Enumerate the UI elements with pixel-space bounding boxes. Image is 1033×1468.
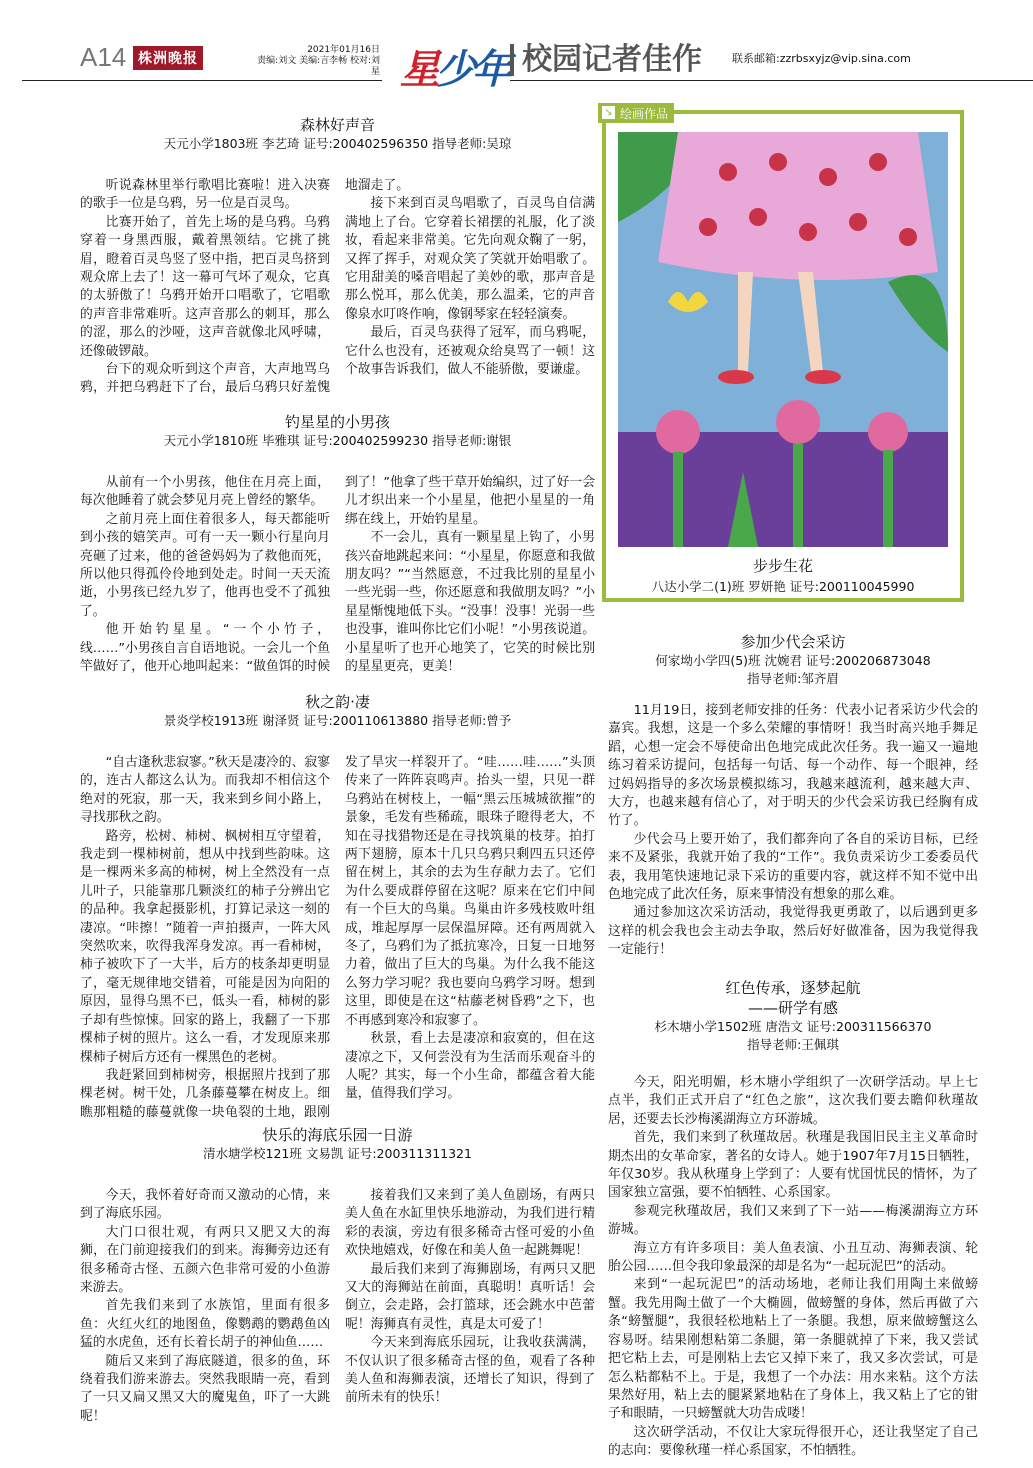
paragraph: 11月19日，接到老师安排的任务：代表小记者采访少代会的嘉宾。我想，这是一个多么荣耀的事情呀！我当时高兴地手舞足蹈，心想一定会不辱使命出色地完成此次任务。我一遍又一遍地练习着采访提问，包括每一句话、每一个动作、每一个眼神，经过妈妈指导的多次场景模拟练习，我越来越流利，越来越大声、大方，也越来越有信心了，对于明天的少代会采访我已经胸有成竹了。	[608, 703, 978, 829]
article-ocean-park	[80, 1125, 595, 1447]
issue-date: 2021年01月16日	[307, 45, 380, 55]
paragraph: 海立方有许多项目：美人鱼表演、小丑互动、海狮表演、轮胎公园……但令我印象最深的却是名为“一起玩泥巴”的活动。	[608, 1240, 978, 1275]
arrow-icon: ↘	[602, 106, 615, 119]
paragraph: 之前月亮上面住着很多人，每天都能听到小孩的嬉笑声。可有一天一颗小行星向月亮砸了过来，他的爸爸妈妈为了救他而死，所以他只得孤伶伶地到处走。时间一天天流逝，小男孩已经九岁了，他再也受不了孤独了。	[80, 511, 330, 619]
article-body	[80, 1187, 595, 1447]
painting-image	[618, 132, 948, 547]
paragraph: 接下来到百灵鸟唱歌了，百灵鸟自信满满地上了台。它穿着长裙摆的礼服，化了淡妆，看起来非常美。它先向观众鞠了一躬，又挥了挥手，对观众笑了笑就开始唱歌了。它用甜美的嗓音唱起了美妙的歌，那声音是那么悦耳，那么优美，那么温柔，它的声音像泉水叮咚作响，像钢琴家在轻轻演奏。	[345, 196, 595, 322]
article-body	[608, 702, 978, 960]
painting-frame	[602, 110, 964, 602]
paragraph: 今天来到海底乐园玩，让我收获满满，不仅认识了很多稀奇古怪的鱼，观看了各种美人鱼和海狮表演，还增长了知识，得到了前所未有的快乐！	[345, 1335, 595, 1406]
paragraph: 首先，我们来到了秋瑾故居。秋瑾是我国旧民主主义革命时期杰出的女革命家，著名的女诗人。她于1907年7月15日牺牲，年仅30岁。我从秋瑾身上学到了：人要有忧国忧民的情怀，为了国家独立富强，要不怕牺牲、心系国家。	[608, 1130, 978, 1201]
article-title: 钓星星的小男孩	[284, 413, 390, 431]
article-youth-congress	[608, 632, 978, 960]
paragraph: 今天，阳光明媚，杉木塘小学组织了一次研学活动。早上七点半，我们正式开启了“红色之旅”，这次我们要去瞻仰秋瑾故居，还要去长沙梅溪湖海立方环游城。	[608, 1075, 978, 1127]
article-title: 参加少代会采访	[740, 633, 846, 651]
article-teacher: 指导老师:王佩琪	[747, 1037, 839, 1052]
article-byline: 清水塘学校121班 文易凯 证号:200311311321	[203, 1146, 472, 1161]
painting-tag: ↘ 绘画作品	[598, 103, 674, 123]
page-number: A14	[80, 42, 127, 72]
article-forest-voice	[80, 115, 595, 409]
paragraph: 台下的观众听到这个声音，大声地骂乌鸦，并把乌鸦赶下了台，最后乌鸦只好羞愧地溜走了。	[80, 178, 409, 396]
paragraph: 通过参加这次采访活动，我觉得我更勇敢了，以后遇到更多这样的机会我也会主动去争取，然后好好做准备，因为我觉得我一定能行！	[608, 905, 978, 958]
paragraph: 最后我们来到了海狮剧场，有两只又肥又大的海狮站在前面，真聪明！真听话！会倒立，会走路，会打篮球，还会跳水中芭蕾呢！海狮真有灵性，真是太可爱了！	[345, 1261, 595, 1332]
staff-credits: 责编:刘文 美编:言李畅 校对:刘星	[257, 56, 380, 77]
paragraph: 路旁，松树、柿树、枫树相互守望着，我走到一棵柿树前，想从中找到些韵味。这是一棵两米多高的柿树，树上全然没有一点儿叶子，只能靠那几颗淡红的柿子分辨出它的品种。我拿起摄影机，打算记录这一刻的凄凉。“咔擦！”随着一声拍摄声，一阵大风突然吹来，吹得我浑身发凉。再一看柿树，柿子被吹下了一大半，后方的枝条却更明显了，毫无规律地交错着，可能是因为向阳的原因，显得乌黑不已，低头一看，柿树的影子却有些惊悚。回家的路上，我翻了一下那棵柿子树的照片。这么一看，才发现原来那棵柿子树后方还有一棵黑色的老树。	[80, 828, 330, 1065]
paragraph: 参观完秋瑾故居，我们又来到了下一站——梅溪湖海立方环游城。	[608, 1203, 978, 1238]
paragraph: 随后又来到了海底隧道，很多的鱼，环绕着我们游来游去。突然我眼睛一亮，看到了一只又扁又黑又大的魔鬼鱼，吓了一大跳呢！	[80, 1353, 330, 1424]
paragraph: 大门口很壮观，有两只又肥又大的海狮，在门前迎接我们的到来。海狮旁边还有很多稀奇古怪、五颜六色非常可爱的小鱼游来游去。	[80, 1224, 330, 1296]
painting-byline: 八达小学二(1)班 罗妍艳 证号:200110045990	[651, 579, 915, 594]
contact-email: 联系邮箱:zzrbsxyjz@vip.sina.com	[732, 52, 911, 65]
article-title: 秋之韵·凄	[305, 693, 370, 711]
paragraph: 我赶紧回到柿树旁，根据照片找到了那棵老树。树干处，几条藤蔓攀在树皮上。细瞧那粗糙的藤蔓就像一块龟裂的土地，跟刚发了旱灾一样裂开了。“哇……哇……”头顶传来了一阵阵哀鸣声。抬头一望，只见一群乌鸦站在树枝上，一幅“黑云压城城欲摧”的景象，毛发有些稀疏，眼珠子瞪得老大，不知在寻找猎物还是在寻找筑巢的枝芽。拍打两下翅膀，原本十几只乌鸦只剩四五只还停留在树上，其余的去为生存献力去了。它们为什么要成群停留在这呢？原来在它们中间有一个巨大的鸟巢。鸟巢由许多残枝败叶组成，堆起厚厚一层保温屏障。还有两周就入冬了，乌鸦们为了抵抗寒冷，日复一日地努力着，做出了巨大的鸟巢。为什么我不能这么努力学习呢？我也要向乌鸦学习呀。想到这里，即使是在这“枯藤老树昏鸦”之下，也不再感到寒冷和寂寥了。	[80, 755, 595, 1120]
paragraph: 今天，我怀着好奇而又激动的心情，来到了海底乐园。	[80, 1188, 330, 1222]
header-rule-right	[510, 80, 1033, 81]
article-title: 森林好声音	[299, 116, 375, 134]
article-teacher: 指导老师:邹齐眉	[747, 671, 839, 686]
article-byline: 何家坳小学四(5)班 沈婉君 证号:200206873048	[655, 653, 931, 668]
paragraph: 首先我们来到了水族馆，里面有很多鱼：火红火红的地图鱼，像鹦鹉的鹦鹉鱼凶猛的水虎鱼，还有长着长胡子的神仙鱼……	[80, 1298, 330, 1351]
paragraph: “自古逢秋悲寂寥。”秋天是凄冷的、寂寥的，连古人都这么认为。而我却不相信这个绝对的死寂，那一天，我来到乡间小路上，寻找那秋之韵。	[80, 755, 330, 826]
paragraph: 少代会马上要开始了，我们都奔向了各自的采访目标，已经来不及紧张，我就开始了我的“工作”。我负责采访少工委委员代表，我用笔快速地记录下采访的重要内容，就这样不知不觉中出色地完成了此次任务，原来事情没有想象的那么难。	[608, 831, 978, 903]
header-rule-left	[22, 80, 382, 81]
article-star-fishing-boy	[80, 412, 595, 689]
article-byline: 天元小学1803班 李艺琦 证号:200402596350 指导老师:吴琼	[163, 136, 512, 151]
newspaper-logo: 株洲晚报	[133, 46, 203, 70]
article-byline: 杉木塘小学1502班 唐浩文 证号:200311566370	[654, 1019, 932, 1034]
paragraph: 比赛开始了，首先上场的是乌鸦。乌鸦穿着一身黑西服，戴着黑领结。它挑了挑眉，瞪着百灵鸟竖了竖中指，把百灵鸟挤到观众席上去了！这一幕可气坏了观众，它真的太骄傲了！乌鸦开始开口唱歌了，它唱歌的声音非常难听。这声音那么的刺耳，那么的涩，那么的沙哑，这声音就像北风呼啸，还像破锣敲。	[80, 214, 330, 359]
painting-title: 步步生花	[752, 557, 813, 575]
paragraph: 这次研学活动，不仅让大家玩得很开心，还让我坚定了自己的志向：要像秋瑾一样心系国家，不怕牺牲。	[608, 1424, 978, 1459]
paragraph: 不一会儿，真有一颗星星上钩了，小男孩兴奋地跳起来问：“小星星，你愿意和我做朋友吗？”“当然愿意，不过我比别的星星小一些光弱一些，你还愿意和我做朋友吗？”小星星惭愧地低下头。“没事！没事！光弱一些也没事，谁叫你比它们小呢！”小男孩说道。小星星听了也开心地笑了，它笑的时候比别的星星更亮，更美！	[345, 530, 595, 675]
article-body	[80, 754, 595, 1124]
paragraph: 听说森林里举行歌唱比赛啦！进入决赛的歌手一位是乌鸦，另一位是百灵鸟。	[80, 178, 330, 212]
brand-logo: 星少年	[400, 47, 508, 93]
article-red-heritage	[608, 978, 978, 1461]
section-title: 校园记者佳作	[510, 44, 702, 76]
article-autumn	[80, 692, 595, 1124]
article-title: 红色传承，逐梦起航	[725, 979, 861, 997]
paragraph: 来到“一起玩泥巴”的活动场地，老师让我们用陶土来做螃蟹。我先用陶土做了一个大椭圆，做螃蟹的身体，然后再做了六条“螃蟹腿”，我很轻松地粘上了一条腿。我想，原来做螃蟹这么容易呀。结果刚想粘第二条腿，第一条腿就掉了下来，我又尝试把它粘上去，可是刚粘上去它又掉下来了，我又多次尝试，可是怎么粘都粘不上。于是，我想了一个办法：用水来粘。这个方法果然好用，粘上去的腿紧紧地粘在了身体上，我又粘上了它的钳子和眼睛，一只螃蟹就大功告成喽！	[608, 1277, 978, 1422]
paragraph: 秋景，看上去是凄凉和寂寞的，但在这凄凉之下，又何尝没有为生活而乐观奋斗的人呢？其实，每一个小生命，都蕴含着大能量，值得我们学习。	[345, 1031, 595, 1102]
paragraph: 接着我们又来到了美人鱼剧场，有两只美人鱼在水缸里快乐地游动，为我们进行精彩的表演，旁边有很多稀奇古怪可爱的小鱼欢快地嬉戏，好像在和美人鱼一起跳舞呢！	[345, 1188, 595, 1259]
paragraph: 最后，百灵鸟获得了冠军，而乌鸦呢，它什么也没有，还被观众给臭骂了一顿！这个故事告诉我们，做人不能骄傲，要谦虚。	[345, 325, 595, 378]
article-byline: 天元小学1810班 毕雅琪 证号:200402599230 指导老师:谢银	[163, 433, 512, 448]
article-byline: 景炎学校1913班 谢泽贤 证号:200110613880 指导老师:曾予	[163, 713, 512, 728]
paragraph: 他开始钓星星。“一个小竹子，线……”小男孩自言自语地说。一会儿一个鱼竿做好了，他开心地叫起来：“做鱼饵的时候到了！”他拿了些干草开始编织，过了好一会儿才织出来一个小星星，他把小星星的一角绑在线上，开始钓星星。	[80, 475, 595, 675]
article-body	[80, 474, 595, 689]
header-meta	[250, 45, 380, 78]
article-title: 快乐的海底乐园一日游	[262, 1126, 413, 1144]
paragraph: 从前有一个小男孩，他住在月亮上面，每次他睡着了就会梦见月亮上曾经的繁华。	[80, 475, 330, 509]
article-subtitle: ——研学有感	[747, 999, 838, 1017]
article-body	[608, 1074, 978, 1461]
article-body	[80, 177, 595, 409]
